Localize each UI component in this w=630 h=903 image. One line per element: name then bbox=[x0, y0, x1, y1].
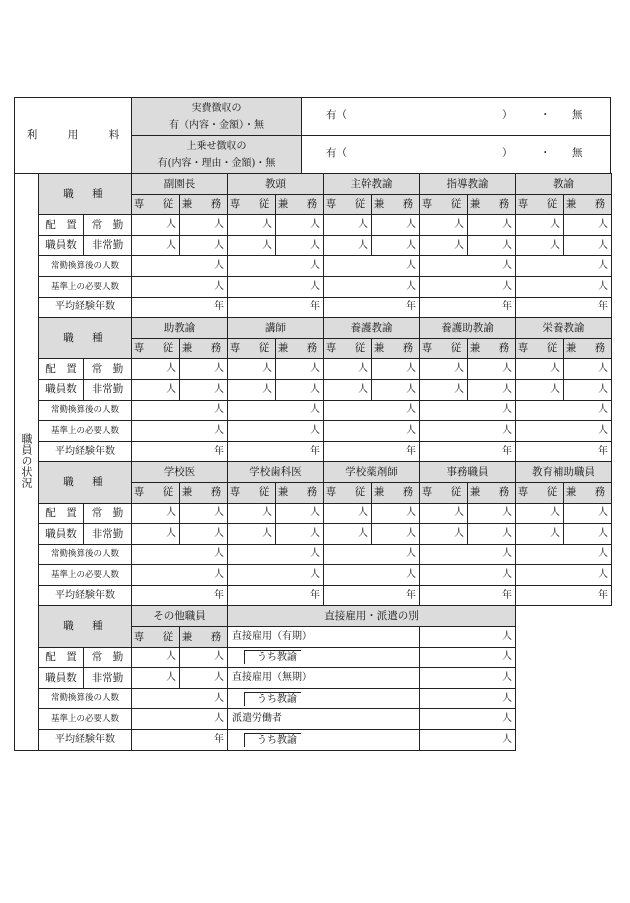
actual-cost-cell bbox=[132, 98, 302, 136]
unit-nin: 人 bbox=[324, 524, 372, 545]
unit-nin: 人 bbox=[468, 503, 516, 524]
unit-nin: 人 bbox=[420, 627, 516, 648]
unit-nin: 人 bbox=[516, 524, 564, 545]
actual-cost-open: 有（ bbox=[326, 109, 347, 121]
haichi-label: 配 置 bbox=[39, 215, 84, 236]
unit-nin: 人 bbox=[420, 730, 516, 751]
unit-nin: 人 bbox=[420, 256, 516, 277]
kansan-label: 常勤換算後の人数 bbox=[39, 256, 132, 277]
unit-nin: 人 bbox=[420, 400, 516, 421]
shokuinsu-label: 職員数 bbox=[39, 668, 84, 689]
unit-nin: 人 bbox=[516, 235, 564, 256]
kenmu-header: 兼 務 bbox=[372, 482, 420, 503]
unit-nen: 年 bbox=[132, 585, 228, 606]
unit-nin: 人 bbox=[132, 524, 180, 545]
unit-nin: 人 bbox=[324, 400, 420, 421]
actual-cost-dot: ・ bbox=[540, 109, 551, 121]
extra-cost-sub: 有(内容・理由・金額)・無 bbox=[157, 157, 276, 169]
unit-nin: 人 bbox=[132, 359, 180, 380]
extra-cost-dot: ・ bbox=[540, 147, 551, 159]
employ-row-label-4 bbox=[228, 709, 420, 730]
employ-row-text-2: 直接雇用（無期） bbox=[232, 672, 312, 684]
unit-nin: 人 bbox=[180, 235, 228, 256]
usage-fee-label: 利 用 料 bbox=[15, 98, 132, 174]
unit-nin: 人 bbox=[132, 235, 180, 256]
unit-nin: 人 bbox=[228, 400, 324, 421]
senju-header: 専 従 bbox=[420, 194, 468, 215]
actual-cost-none: 無 bbox=[572, 109, 583, 121]
job-type-label: 職 種 bbox=[39, 606, 132, 647]
blank bbox=[516, 709, 630, 730]
hijoukin-label: 非常勤 bbox=[84, 668, 132, 689]
unit-nin: 人 bbox=[180, 215, 228, 236]
kenmu-header: 兼 務 bbox=[468, 338, 516, 359]
senju-header: 専 従 bbox=[516, 194, 564, 215]
unit-nin: 人 bbox=[228, 524, 276, 545]
kenmu-header: 兼 務 bbox=[276, 194, 324, 215]
job-title-other: その他職員 bbox=[132, 606, 228, 627]
joukin-label: 常 勤 bbox=[84, 503, 132, 524]
unit-nin: 人 bbox=[564, 359, 612, 380]
unit-nen: 年 bbox=[516, 297, 612, 318]
kenmu-header: 兼 務 bbox=[180, 338, 228, 359]
senju-header: 専 従 bbox=[132, 338, 180, 359]
unit-nen: 年 bbox=[420, 585, 516, 606]
unit-nin: 人 bbox=[420, 503, 468, 524]
employ-row-label-0 bbox=[228, 627, 420, 648]
unit-nen: 年 bbox=[132, 441, 228, 462]
senju-header: 専 従 bbox=[228, 338, 276, 359]
employ-row-text-5: うち教諭 bbox=[244, 733, 301, 747]
unit-nin: 人 bbox=[324, 503, 372, 524]
unit-nin: 人 bbox=[420, 668, 516, 689]
unit-nen: 年 bbox=[516, 585, 612, 606]
job-title-3-4: 教育補助職員 bbox=[516, 462, 612, 483]
unit-nin: 人 bbox=[132, 215, 180, 236]
unit-nin: 人 bbox=[228, 503, 276, 524]
job-title-3-1: 学校歯科医 bbox=[228, 462, 324, 483]
unit-nin: 人 bbox=[468, 215, 516, 236]
actual-cost-sub: 有（内容・金額）・無 bbox=[169, 119, 264, 131]
kansan-label: 常勤換算後の人数 bbox=[39, 688, 132, 709]
blank bbox=[516, 730, 630, 751]
unit-nin: 人 bbox=[468, 359, 516, 380]
shokuinsu-label: 職員数 bbox=[39, 379, 84, 400]
kenmu-header: 兼 務 bbox=[180, 194, 228, 215]
unit-nen: 年 bbox=[516, 441, 612, 462]
unit-nin: 人 bbox=[420, 379, 468, 400]
unit-nin: 人 bbox=[276, 235, 324, 256]
unit-nin: 人 bbox=[564, 503, 612, 524]
unit-nin: 人 bbox=[468, 235, 516, 256]
unit-nen: 年 bbox=[228, 297, 324, 318]
heikin-label: 平均経験年数 bbox=[39, 585, 132, 606]
job-title-1-4: 教諭 bbox=[516, 174, 612, 195]
unit-nin: 人 bbox=[180, 668, 228, 689]
job-title-2-2: 養護教諭 bbox=[324, 318, 420, 339]
unit-nin: 人 bbox=[516, 215, 564, 236]
kenmu-header: 兼 務 bbox=[468, 194, 516, 215]
blank bbox=[516, 668, 630, 689]
unit-nen: 年 bbox=[228, 585, 324, 606]
job-title-1-0: 副園長 bbox=[132, 174, 228, 195]
unit-nin: 人 bbox=[324, 421, 420, 442]
extra-cost-none: 無 bbox=[572, 147, 583, 159]
joukin-label: 常 勤 bbox=[84, 215, 132, 236]
unit-nin: 人 bbox=[516, 421, 612, 442]
heikin-label: 平均経験年数 bbox=[39, 730, 132, 751]
unit-nin: 人 bbox=[324, 379, 372, 400]
unit-nin: 人 bbox=[132, 379, 180, 400]
staff-table bbox=[14, 173, 630, 751]
unit-nin: 人 bbox=[372, 235, 420, 256]
unit-nin: 人 bbox=[132, 688, 228, 709]
kenmu-header: 兼 務 bbox=[564, 194, 612, 215]
unit-nin: 人 bbox=[276, 379, 324, 400]
unit-nin: 人 bbox=[228, 276, 324, 297]
unit-nen: 年 bbox=[228, 441, 324, 462]
shokuinsu-label: 職員数 bbox=[39, 235, 84, 256]
unit-nin: 人 bbox=[420, 709, 516, 730]
job-title-2-4: 栄養教諭 bbox=[516, 318, 612, 339]
senju-header: 専 従 bbox=[324, 194, 372, 215]
unit-nin: 人 bbox=[564, 524, 612, 545]
job-type-label: 職 種 bbox=[39, 462, 132, 503]
extra-cost-answer[interactable] bbox=[302, 136, 611, 174]
unit-nin: 人 bbox=[516, 359, 564, 380]
unit-nin: 人 bbox=[420, 421, 516, 442]
kenmu-header: 兼 務 bbox=[180, 627, 228, 648]
unit-nin: 人 bbox=[276, 215, 324, 236]
unit-nin: 人 bbox=[324, 359, 372, 380]
unit-nin: 人 bbox=[420, 647, 516, 668]
hijoukin-label: 非常勤 bbox=[84, 235, 132, 256]
kenmu-header: 兼 務 bbox=[372, 194, 420, 215]
unit-nin: 人 bbox=[132, 544, 228, 565]
unit-nin: 人 bbox=[276, 503, 324, 524]
joukin-label: 常 勤 bbox=[84, 359, 132, 380]
senju-header: 専 従 bbox=[132, 194, 180, 215]
blank bbox=[516, 688, 630, 709]
unit-nen: 年 bbox=[420, 441, 516, 462]
kenmu-header: 兼 務 bbox=[468, 482, 516, 503]
extra-cost-title: 上乗せ徴収の bbox=[186, 140, 247, 152]
kenmu-header: 兼 務 bbox=[372, 338, 420, 359]
unit-nin: 人 bbox=[516, 565, 612, 586]
unit-nin: 人 bbox=[420, 215, 468, 236]
unit-nin: 人 bbox=[372, 503, 420, 524]
job-type-label: 職 種 bbox=[39, 318, 132, 359]
unit-nin: 人 bbox=[372, 215, 420, 236]
actual-cost-answer[interactable] bbox=[302, 98, 611, 136]
heikin-label: 平均経験年数 bbox=[39, 441, 132, 462]
job-title-2-0: 助教諭 bbox=[132, 318, 228, 339]
unit-nin: 人 bbox=[276, 359, 324, 380]
unit-nin: 人 bbox=[372, 359, 420, 380]
senju-header: 専 従 bbox=[516, 338, 564, 359]
job-title-3-0: 学校医 bbox=[132, 462, 228, 483]
unit-nin: 人 bbox=[324, 276, 420, 297]
joukin-label: 常 勤 bbox=[84, 647, 132, 668]
heikin-label: 平均経験年数 bbox=[39, 297, 132, 318]
usage-fee-table bbox=[14, 97, 611, 174]
unit-nin: 人 bbox=[228, 421, 324, 442]
job-title-3-2: 学校薬剤師 bbox=[324, 462, 420, 483]
kenmu-header: 兼 務 bbox=[180, 482, 228, 503]
unit-nin: 人 bbox=[468, 379, 516, 400]
unit-nin: 人 bbox=[516, 400, 612, 421]
unit-nin: 人 bbox=[420, 544, 516, 565]
hijoukin-label: 非常勤 bbox=[84, 524, 132, 545]
unit-nin: 人 bbox=[180, 503, 228, 524]
unit-nen: 年 bbox=[324, 585, 420, 606]
blank bbox=[516, 647, 630, 668]
hijoukin-label: 非常勤 bbox=[84, 379, 132, 400]
senju-header: 専 従 bbox=[228, 194, 276, 215]
kijun-label: 基準上の必要人数 bbox=[39, 276, 132, 297]
unit-nin: 人 bbox=[228, 544, 324, 565]
employ-row-label-3 bbox=[228, 688, 420, 709]
senju-header: 専 従 bbox=[324, 482, 372, 503]
unit-nin: 人 bbox=[132, 503, 180, 524]
unit-nin: 人 bbox=[132, 647, 180, 668]
unit-nin: 人 bbox=[420, 524, 468, 545]
actual-cost-title: 実費徴収の bbox=[191, 102, 242, 114]
unit-nin: 人 bbox=[180, 524, 228, 545]
unit-nin: 人 bbox=[228, 379, 276, 400]
job-title-2-3: 養護助教諭 bbox=[420, 318, 516, 339]
employ-row-text-3: うち教諭 bbox=[244, 692, 301, 706]
job-title-1-1: 教頭 bbox=[228, 174, 324, 195]
employ-row-label-2 bbox=[228, 668, 420, 689]
unit-nin: 人 bbox=[180, 379, 228, 400]
unit-nin: 人 bbox=[180, 647, 228, 668]
kijun-label: 基準上の必要人数 bbox=[39, 421, 132, 442]
unit-nin: 人 bbox=[132, 709, 228, 730]
kenmu-header: 兼 務 bbox=[276, 482, 324, 503]
kenmu-header: 兼 務 bbox=[564, 482, 612, 503]
job-type-label: 職 種 bbox=[39, 174, 132, 215]
unit-nin: 人 bbox=[516, 256, 612, 277]
unit-nin: 人 bbox=[276, 524, 324, 545]
unit-nin: 人 bbox=[324, 235, 372, 256]
unit-nen: 年 bbox=[324, 297, 420, 318]
unit-nin: 人 bbox=[420, 359, 468, 380]
senju-header: 専 従 bbox=[132, 482, 180, 503]
senju-header: 専 従 bbox=[420, 482, 468, 503]
actual-cost-close: ） bbox=[502, 109, 513, 121]
blank bbox=[516, 627, 630, 648]
unit-nin: 人 bbox=[420, 565, 516, 586]
unit-nen: 年 bbox=[132, 297, 228, 318]
unit-nin: 人 bbox=[420, 235, 468, 256]
employ-row-label-5 bbox=[228, 730, 420, 751]
extra-cost-open: 有（ bbox=[326, 147, 347, 159]
unit-nin: 人 bbox=[324, 544, 420, 565]
unit-nin: 人 bbox=[132, 276, 228, 297]
unit-nen: 年 bbox=[132, 730, 228, 751]
unit-nin: 人 bbox=[132, 668, 180, 689]
staff-status-label bbox=[15, 174, 39, 751]
kijun-label: 基準上の必要人数 bbox=[39, 565, 132, 586]
kenmu-header: 兼 務 bbox=[564, 338, 612, 359]
job-title-1-3: 指導教諭 bbox=[420, 174, 516, 195]
extra-cost-close: ） bbox=[502, 147, 513, 159]
unit-nin: 人 bbox=[372, 379, 420, 400]
unit-nin: 人 bbox=[564, 235, 612, 256]
unit-nin: 人 bbox=[516, 544, 612, 565]
unit-nin: 人 bbox=[516, 276, 612, 297]
unit-nin: 人 bbox=[228, 359, 276, 380]
employ-row-text-1: うち教諭 bbox=[244, 650, 301, 664]
senju-header: 専 従 bbox=[228, 482, 276, 503]
unit-nin: 人 bbox=[564, 215, 612, 236]
extra-cost-cell bbox=[132, 136, 302, 174]
job-title-2-1: 講師 bbox=[228, 318, 324, 339]
kijun-label: 基準上の必要人数 bbox=[39, 709, 132, 730]
unit-nin: 人 bbox=[180, 359, 228, 380]
unit-nin: 人 bbox=[132, 400, 228, 421]
kansan-label: 常勤換算後の人数 bbox=[39, 400, 132, 421]
unit-nin: 人 bbox=[564, 379, 612, 400]
unit-nin: 人 bbox=[516, 503, 564, 524]
unit-nin: 人 bbox=[420, 276, 516, 297]
haichi-label: 配 置 bbox=[39, 647, 84, 668]
unit-nin: 人 bbox=[324, 256, 420, 277]
unit-nin: 人 bbox=[516, 379, 564, 400]
haichi-label: 配 置 bbox=[39, 503, 84, 524]
job-title-1-2: 主幹教諭 bbox=[324, 174, 420, 195]
senju-header: 専 従 bbox=[516, 482, 564, 503]
job-title-3-3: 事務職員 bbox=[420, 462, 516, 483]
unit-nin: 人 bbox=[372, 524, 420, 545]
unit-nen: 年 bbox=[324, 441, 420, 462]
kansan-label: 常勤換算後の人数 bbox=[39, 544, 132, 565]
unit-nin: 人 bbox=[324, 565, 420, 586]
staff-status-text: 職員の状況 bbox=[20, 433, 33, 489]
haichi-label: 配 置 bbox=[39, 359, 84, 380]
unit-nin: 人 bbox=[132, 256, 228, 277]
employ-title: 直接雇用・派遣の別 bbox=[228, 606, 516, 627]
senju-header: 専 従 bbox=[324, 338, 372, 359]
unit-nin: 人 bbox=[228, 256, 324, 277]
unit-nin: 人 bbox=[228, 215, 276, 236]
senju-header: 専 従 bbox=[420, 338, 468, 359]
unit-nen: 年 bbox=[420, 297, 516, 318]
employ-row-text-4: 派遣労働者 bbox=[232, 713, 282, 725]
shokuinsu-label: 職員数 bbox=[39, 524, 84, 545]
kenmu-header: 兼 務 bbox=[276, 338, 324, 359]
blank bbox=[516, 606, 630, 627]
unit-nin: 人 bbox=[132, 565, 228, 586]
employ-row-text-0: 直接雇用（有期） bbox=[232, 630, 312, 642]
employ-row-label-1 bbox=[228, 647, 420, 668]
unit-nin: 人 bbox=[468, 524, 516, 545]
unit-nin: 人 bbox=[228, 565, 324, 586]
unit-nin: 人 bbox=[420, 688, 516, 709]
unit-nin: 人 bbox=[324, 215, 372, 236]
senju-header: 専 従 bbox=[132, 627, 180, 648]
unit-nin: 人 bbox=[228, 235, 276, 256]
unit-nin: 人 bbox=[132, 421, 228, 442]
